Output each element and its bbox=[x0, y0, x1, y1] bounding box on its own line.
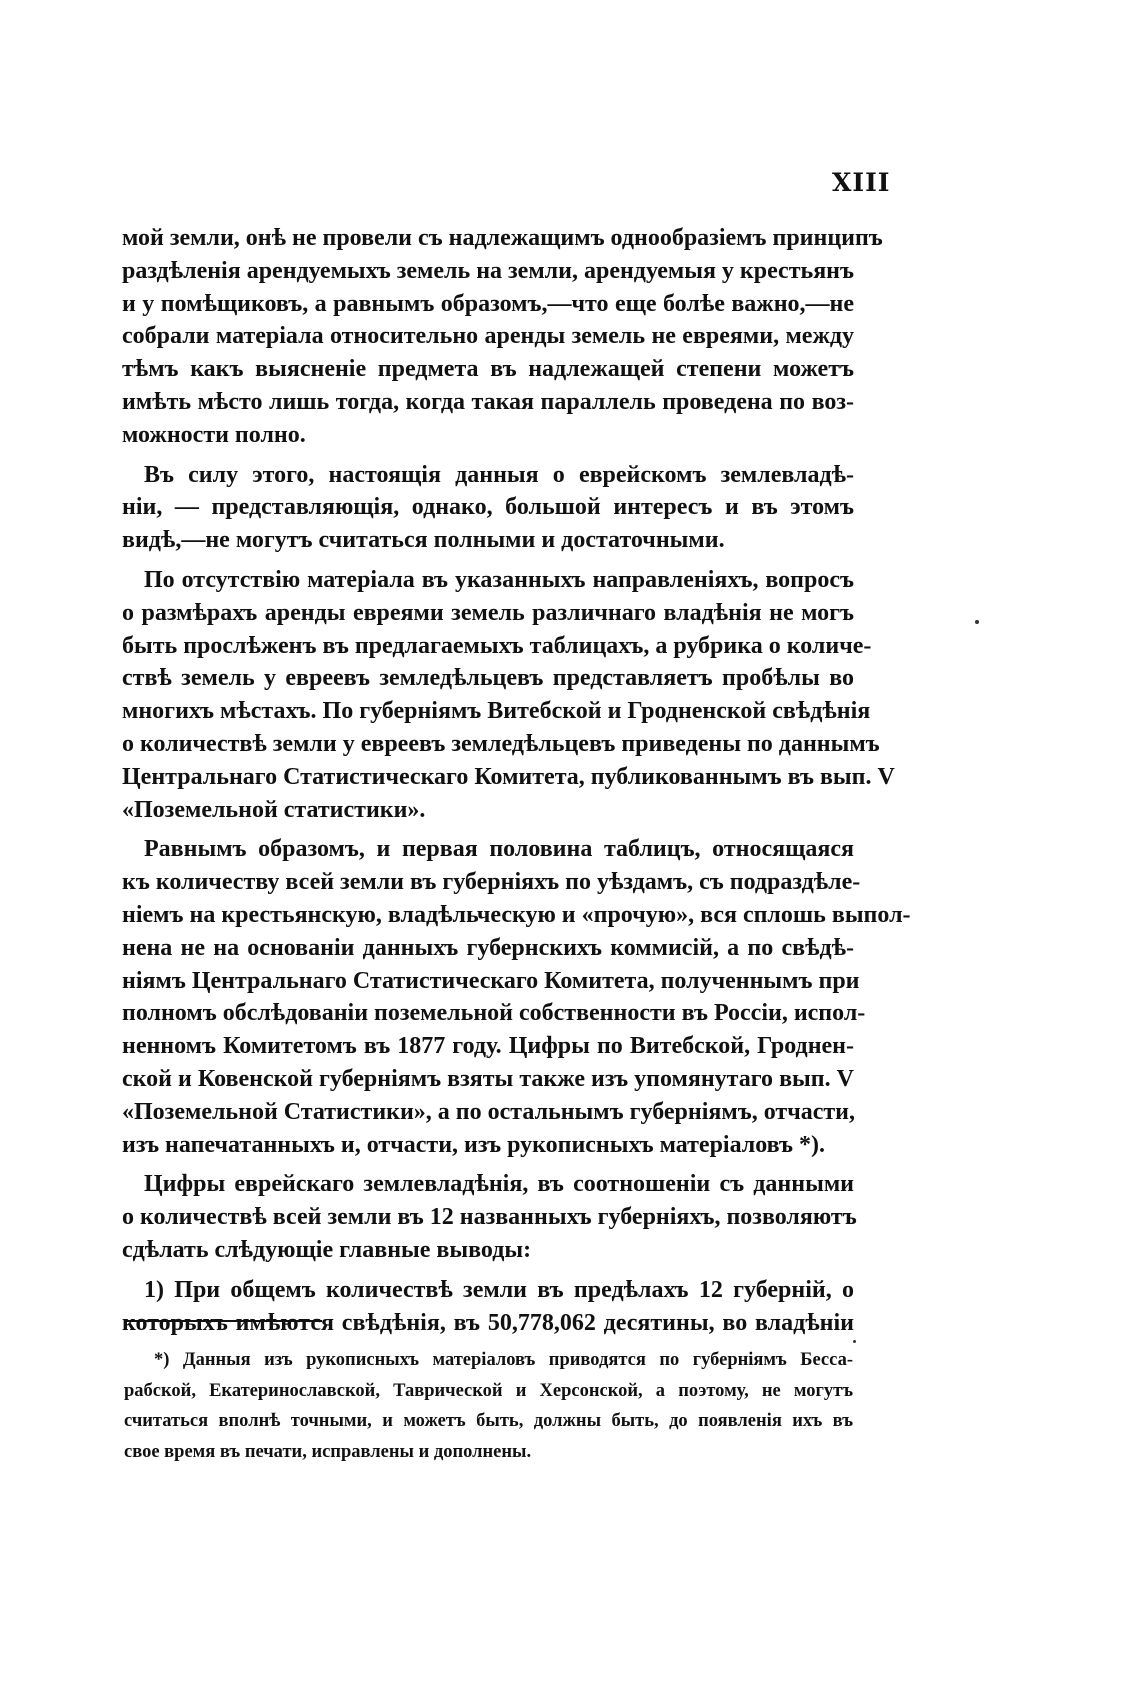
text-line: о количествѣ всей земли въ 12 названныхъ губерніяхъ, позволяютъ bbox=[122, 1204, 857, 1231]
text-line: можности полно. bbox=[122, 421, 306, 448]
text-line: ніямъ Центральнаго Статистическаго Комитета, полученнымъ при bbox=[122, 967, 860, 994]
page-number: XIII bbox=[832, 168, 891, 197]
text-line: имѣть мѣсто лишь тогда, когда такая параллель проведена по воз- bbox=[122, 388, 854, 415]
text-line: быть прослѣженъ въ предлагаемыхъ таблицахъ, а рубрика о количе- bbox=[122, 632, 872, 659]
text-line: полномъ обслѣдованіи поземельной собственности въ Россіи, испол- bbox=[122, 1000, 866, 1027]
paragraph-6 bbox=[122, 1274, 854, 1340]
text-line: Въ силу этого, настоящія данныя о еврейскомъ землевладѣ- bbox=[144, 461, 854, 488]
footnote-divider bbox=[124, 1320, 322, 1322]
text-line: изъ напечатанныхъ и, отчасти, изъ рукописныхъ матеріаловъ *). bbox=[122, 1131, 826, 1158]
text-line: ніемъ на крестьянскую, владѣльческую и «прочую», вся сплошь выпол- bbox=[122, 901, 911, 928]
paragraph-1 bbox=[122, 222, 883, 452]
text-line: видѣ,—не могутъ считаться полными и достаточными. bbox=[122, 527, 725, 554]
main-text bbox=[122, 222, 911, 1346]
text-line: нена не на основаніи данныхъ губернскихъ коммисій, а по свѣдѣ- bbox=[122, 934, 854, 961]
paragraph-4 bbox=[122, 833, 911, 1161]
scan-speck bbox=[975, 620, 979, 624]
text-line: Центральнаго Статистическаго Комитета, публикованнымъ въ вып. V bbox=[122, 763, 895, 790]
text-line: о количествѣ земли у евреевъ земледѣльцевъ приведены по даннымъ bbox=[122, 730, 880, 757]
footnote bbox=[124, 1345, 853, 1467]
text-line: тѣмъ какъ выясненіе предмета въ надлежащей степени можетъ bbox=[122, 356, 854, 383]
paragraph-5 bbox=[122, 1168, 857, 1266]
text-line: ской и Ковенской губерніямъ взяты также изъ упомянутаго вып. V bbox=[122, 1065, 854, 1092]
footnote-line: рабской, Екатеринославской, Таврической и Херсонской, а поэтому, не могутъ bbox=[124, 1380, 853, 1401]
footnote-line: свое время въ печати, исправлены и дополнены. bbox=[124, 1441, 532, 1462]
footnote-line: *) Данныя изъ рукописныхъ матеріаловъ приводятся по губерніямъ Бесса- bbox=[154, 1350, 853, 1370]
text-line: 1) При общемъ количествѣ земли въ предѣлахъ 12 губерній, о bbox=[144, 1276, 854, 1303]
text-line: къ количеству всей земли въ губерніяхъ по уѣздамъ, съ подраздѣле- bbox=[122, 869, 861, 896]
text-line: мой земли, онѣ не провели съ надлежащимъ однообразіемъ принципъ bbox=[122, 225, 883, 251]
text-line: собрали матеріала относительно аренды земель не евреями, между bbox=[122, 323, 854, 350]
text-line: раздѣленія арендуемыхъ земель на земли, арендуемыя у крестьянъ bbox=[122, 257, 854, 284]
footnote-line: считаться вполнѣ точными, и можетъ быть, должны быть, до появленія ихъ въ bbox=[124, 1411, 853, 1431]
scan-speck bbox=[853, 1340, 856, 1343]
text-line: сдѣлать слѣдующіе главные выводы: bbox=[122, 1236, 532, 1263]
text-line: ствѣ земель у евреевъ земледѣльцевъ представляетъ пробѣлы во bbox=[122, 665, 854, 692]
text-line: ненномъ Комитетомъ въ 1877 году. Цифры по Витебской, Гроднен- bbox=[122, 1033, 854, 1060]
text-line: Цифры еврейскаго землевладѣнія, въ соотношеніи съ данными bbox=[144, 1171, 854, 1198]
text-line: «Поземельной статистики». bbox=[122, 796, 426, 823]
text-line: «Поземельной Статистики», а по остальнымъ губерніямъ, отчасти, bbox=[122, 1098, 855, 1125]
text-line: и у помѣщиковъ, а равнымъ образомъ,—что еще болѣе важно,—не bbox=[122, 290, 854, 317]
paragraph-3 bbox=[122, 564, 895, 826]
text-line: многихъ мѣстахъ. По губерніямъ Витебской и Гродненской свѣдѣнія bbox=[122, 698, 871, 725]
paragraph-2 bbox=[122, 459, 854, 557]
text-line: Равнымъ образомъ, и первая половина таблицъ, относящаяся bbox=[144, 836, 854, 863]
text-line: ніи, — представляющія, однако, большой интересъ и въ этомъ bbox=[122, 494, 854, 521]
text-line: По отсутствію матеріала въ указанныхъ направленіяхъ, вопросъ bbox=[144, 566, 854, 593]
text-line: которыхъ имѣются свѣдѣнія, въ 50,778,062 десятины, во владѣніи bbox=[122, 1309, 854, 1336]
text-line: о размѣрахъ аренды евреями земель различнаго владѣнія не могъ bbox=[122, 599, 854, 626]
